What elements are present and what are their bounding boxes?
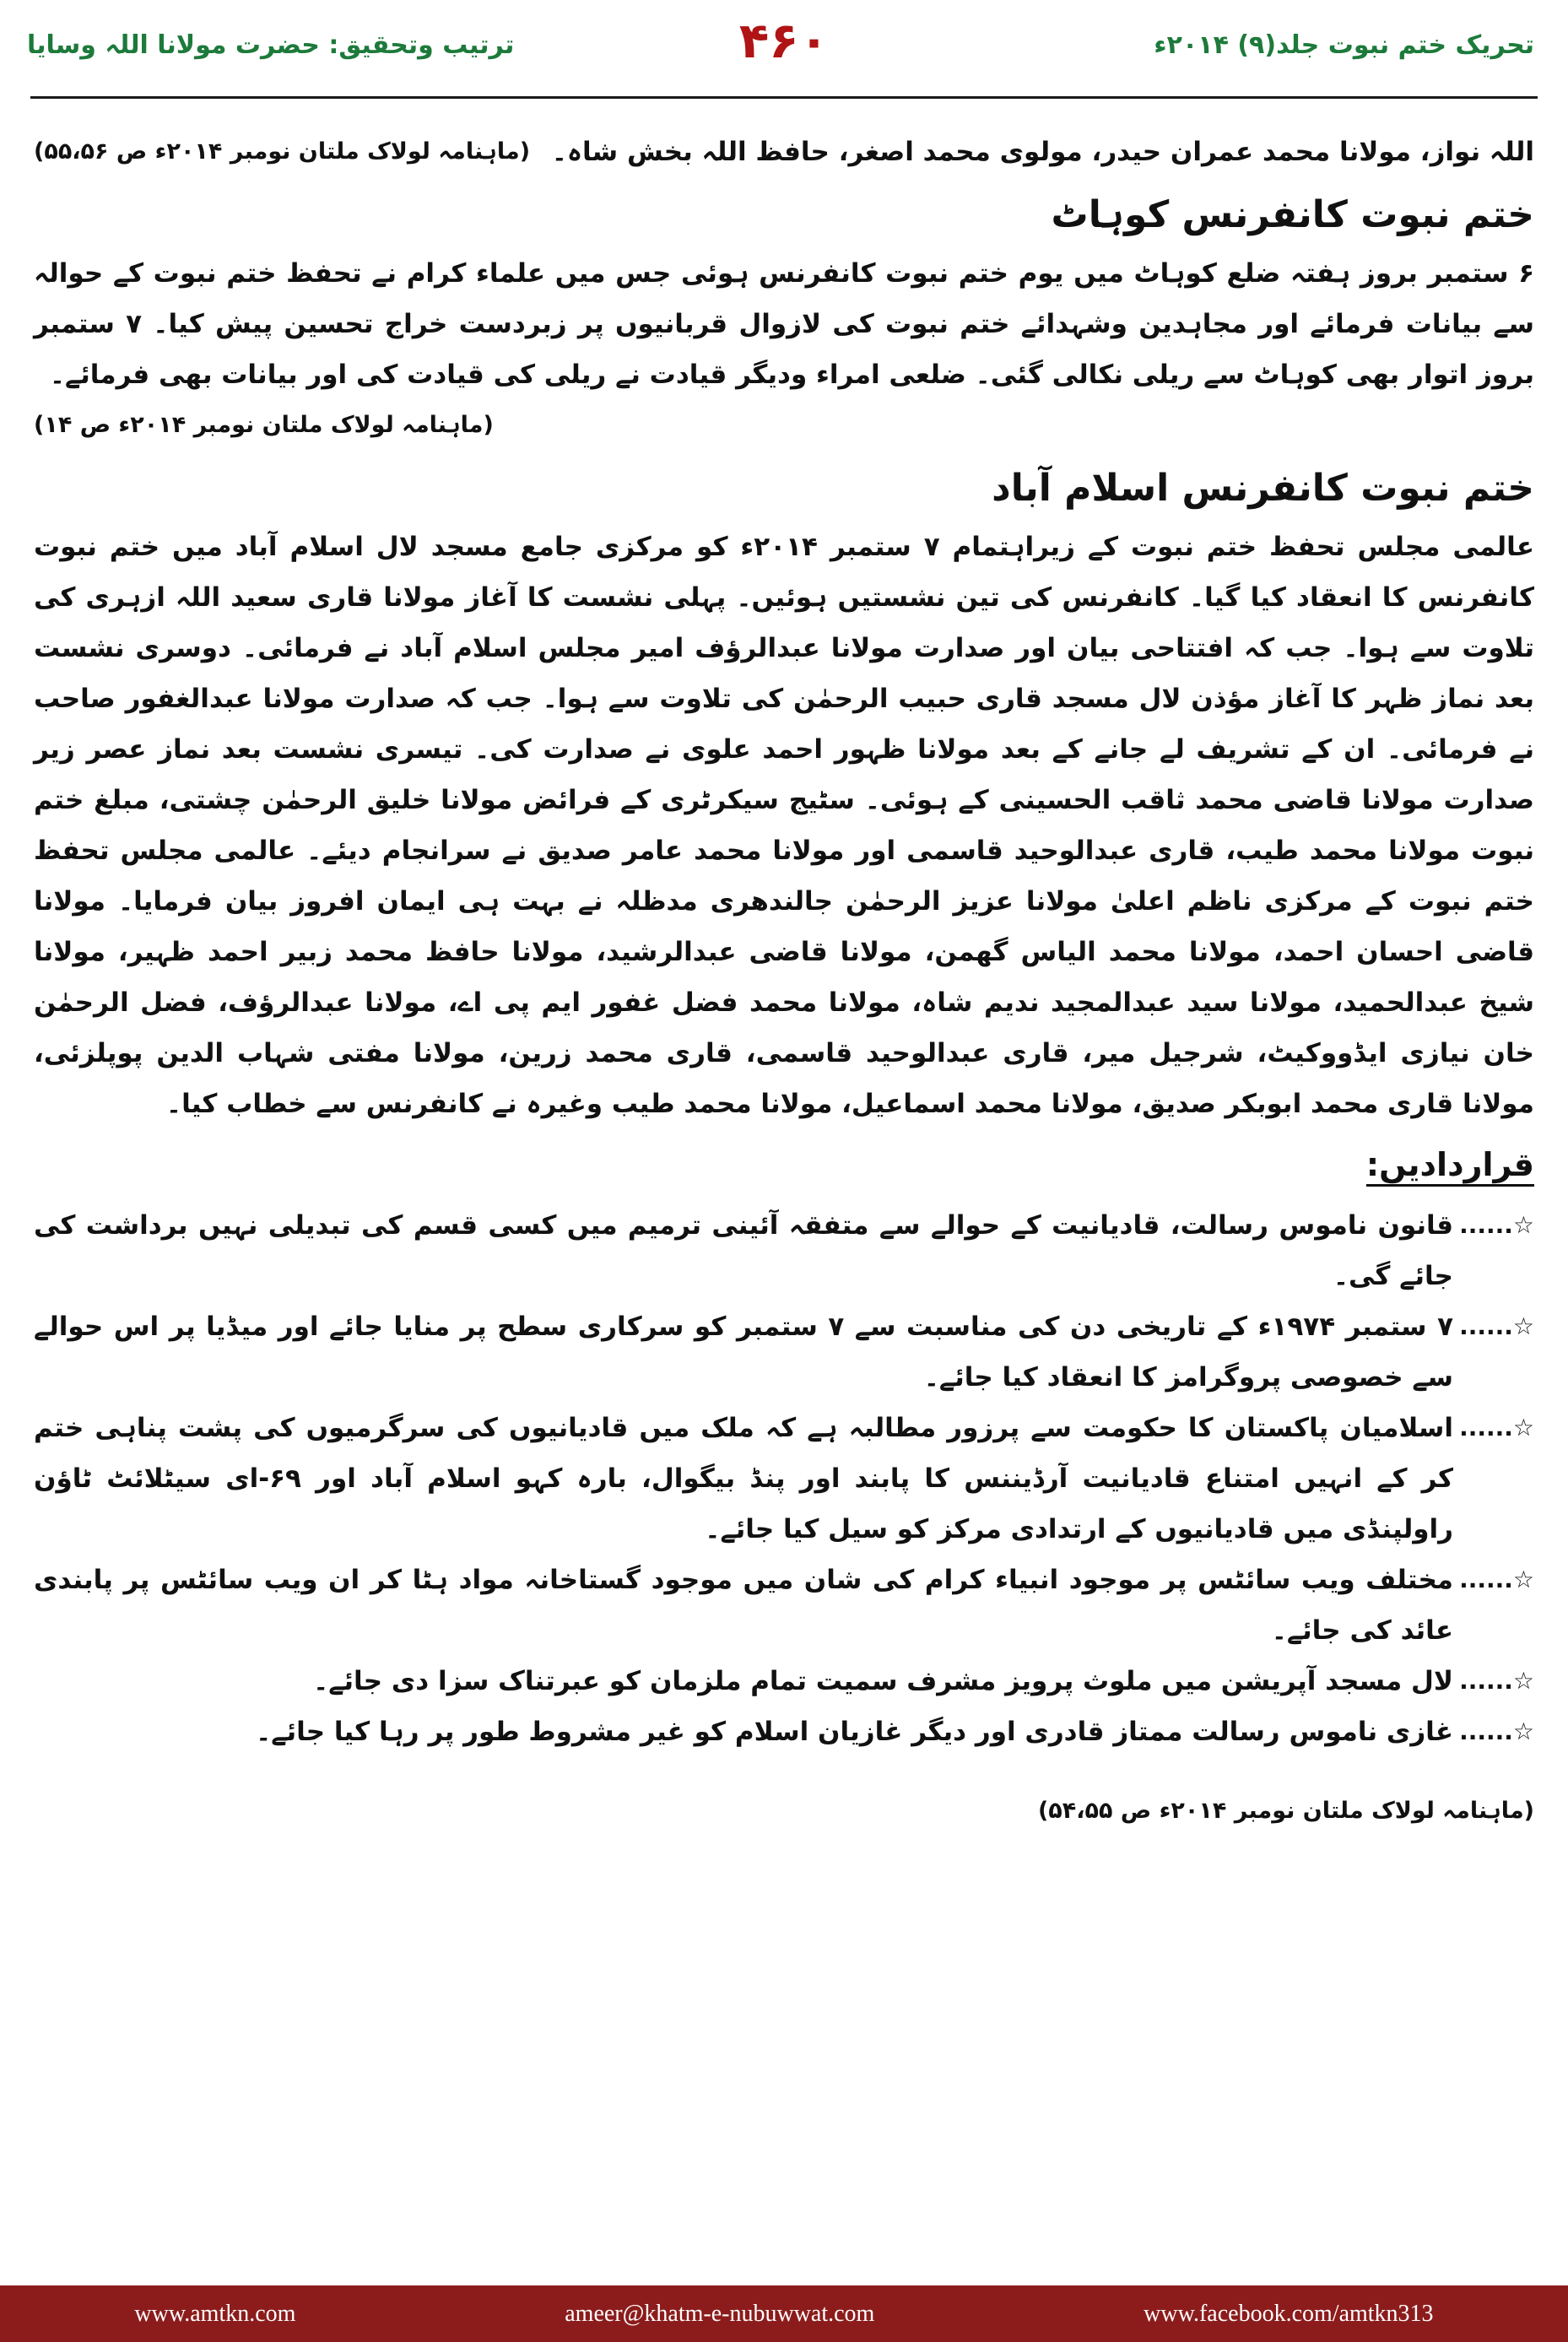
source-citation-kohat: (ماہنامہ لولاک ملتان نومبر ۲۰۱۴ء ص ۱۴): [34, 412, 494, 438]
book-title: تحریک ختم نبوت جلد(۹) ۲۰۱۴ء: [1154, 30, 1534, 60]
compiler-credit: ترتیب وتحقیق: حضرت مولانا اللہ وسایا: [27, 30, 515, 60]
resolutions-source: (ماہنامہ لولاک ملتان نومبر ۲۰۱۴ء ص ۵۴،۵۵): [1037, 1798, 1534, 1824]
section-heading-islamabad: ختم نبوت کانفرنس اسلام آباد: [992, 467, 1534, 510]
intro-source: (ماہنامہ لولاک ملتان نومبر ۲۰۱۴ء ص ۵۵،۵۶): [34, 138, 531, 165]
intro-text: اللہ نواز، مولانا محمد عمران حیدر، مولوی محمد اصغر، حافظ اللہ بخش شاہ۔: [551, 137, 1534, 167]
resolutions-heading: قراردادیں:: [1365, 1146, 1534, 1183]
star-bullet-icon: ☆......: [1459, 1566, 1534, 1593]
resolution-item: [34, 1403, 1534, 1555]
resolution-item: [34, 1706, 1534, 1757]
page-header: [0, 0, 1568, 100]
header-divider: [30, 96, 1538, 99]
resolution-item: [34, 1656, 1534, 1706]
resolution-text: ۷ ستمبر ۱۹۷۴ء کے تاریخی دن کی مناسبت سے ۷ ستمبر کو سرکاری سطح پر منایا جائے اور میڈیا پر اس حوالے سے خصوصی پروگرامز کا انعقاد کیا جائے۔: [34, 1312, 1453, 1393]
source-line-kohat: [34, 400, 1534, 451]
star-bullet-icon: ☆......: [1459, 1414, 1534, 1441]
star-bullet-icon: ☆......: [1459, 1312, 1534, 1340]
star-bullet-icon: ☆......: [1459, 1717, 1534, 1745]
resolution-text: مختلف ویب سائٹس پر موجود انبیاء کرام کی شان میں موجود گستاخانہ مواد ہٹا کر ان ویب سائٹس پر پابندی عائد کی جائے۔: [34, 1565, 1453, 1646]
resolution-item: [34, 1555, 1534, 1656]
page-footer: [0, 2285, 1568, 2342]
facebook-link[interactable]: www.facebook.com/amtkn313: [1144, 2300, 1434, 2327]
email-link[interactable]: ameer@khatm-e-nubuwwat.com: [565, 2300, 875, 2327]
website-link[interactable]: www.amtkn.com: [134, 2300, 296, 2327]
star-bullet-icon: ☆......: [1459, 1211, 1534, 1239]
section-body-kohat: ۶ ستمبر بروز ہفتہ ضلع کوہاٹ میں یوم ختم نبوت کانفرنس ہوئی جس میں علماء کرام نے تحفظ ختم نبوت کے حوالہ سے بیانات فرمائے اور مجاہدین وشہدائے ختم نبوت کی لازوال قربانیوں پر زبردست خراج تحسین پیش کیا۔ ۷ ستمبر بروز اتوار بھی کوہاٹ سے ریلی نکالی گئی۔ ضلعی امراء ودیگر قیادت نے ریلی کی قیادت کی اور بیانات بھی فرمائے۔: [34, 258, 1534, 390]
resolution-item: [34, 1301, 1534, 1403]
intro-line: [34, 127, 1534, 177]
star-bullet-icon: ☆......: [1459, 1667, 1534, 1695]
page-body: [34, 127, 1534, 1836]
page-number: ۴۶۰: [738, 12, 830, 69]
resolution-text: غازی ناموس رسالت ممتاز قادری اور دیگر غازیان اسلام کو غیر مشروط طور پر رہا کیا جائے۔: [256, 1717, 1453, 1747]
section-heading-kohat: ختم نبوت کانفرنس کوہاٹ: [1051, 193, 1534, 236]
resolution-text: اسلامیان پاکستان کا حکومت سے پرزور مطالبہ ہے کہ ملک میں قادیانیوں کی سرگرمیوں کی پشت پناہی ختم کر کے انہیں امتناع قادیانیت آرڈیننس کا پابند اور پنڈ بیگوال، بارہ کہو اسلام آباد اور ۶۹-ای سیٹلائٹ ٹاؤن راولپنڈی میں قادیانیوں کے ارتدادی مرکز کو سیل کیا جائے۔: [34, 1413, 1453, 1544]
section-body-islamabad: عالمی مجلس تحفظ ختم نبوت کے زیراہتمام ۷ ستمبر ۲۰۱۴ء کو مرکزی جامع مسجد لال اسلام آباد میں ختم نبوت کانفرنس کا انعقاد کیا گیا۔ کانفرنس کی تین نشستیں ہوئیں۔ پہلی نشست کا آغاز مولانا قاری سعید اللہ ازہری کی تلاوت سے ہوا۔ جب کہ افتتاحی بیان اور صدارت مولانا عبدالرؤف امیر مجلس اسلام آباد نے فرمائی۔ دوسری نشست بعد نماز ظہر کا آغاز مؤذن لال مسجد قاری حبیب الرحمٰن کی تلاوت سے ہوا۔ جب کہ صدارت مولانا عبدالغفور صاحب نے فرمائی۔ ان کے تشریف لے جانے کے بعد مولانا ظہور احمد علوی نے صدارت کی۔ تیسری نشست بعد نماز عصر زیر صدارت مولانا قاضی محمد ثاقب الحسینی کے ہوئی۔ سٹیج سیکرٹری کے فرائض مولانا خلیق الرحمٰن چشتی، مبلغ ختم نبوت مولانا محمد طیب، قاری عبدالوحید قاسمی اور مولانا محمد عامر صدیق نے سرانجام دیئے۔ عالمی مجلس تحفظ ختم نبوت کے مرکزی ناظم اعلیٰ مولانا عزیز الرحمٰن جالندھری مدظلہ نے بہت ہی ایمان افروز بیان فرمایا۔ مولانا قاضی احسان احمد، مولانا محمد الیاس گھمن، مولانا قاضی عبدالرشید، مولانا حافظ محمد زبیر احمد ظہیر، مولانا شیخ عبدالحمید، مولانا سید عبدالمجید ندیم شاہ، مولانا محمد فضل غفور ایم پی اے، مولانا عبدالرؤف، فضل الرحمٰن خان نیازی ایڈووکیٹ، شرجیل میر، قاری عبدالوحید قاسمی، قاری محمد زرین، مولانا مفتی شہاب الدین پوپلزئی، مولانا قاری محمد ابوبکر صدیق، مولانا محمد اسماعیل، مولانا محمد طیب وغیرہ نے کانفرنس سے خطاب کیا۔: [34, 532, 1534, 1119]
resolution-item: [34, 1200, 1534, 1301]
resolution-text: لال مسجد آپریشن میں ملوث پرویز مشرف سمیت تمام ملزمان کو عبرتناک سزا دی جائے۔: [313, 1666, 1453, 1696]
resolution-text: قانون ناموس رسالت، قادیانیت کے حوالے سے متفقہ آئینی ترمیم میں کسی قسم کی تبدیلی نہیں برداشت کی جائے گی۔: [34, 1210, 1453, 1291]
